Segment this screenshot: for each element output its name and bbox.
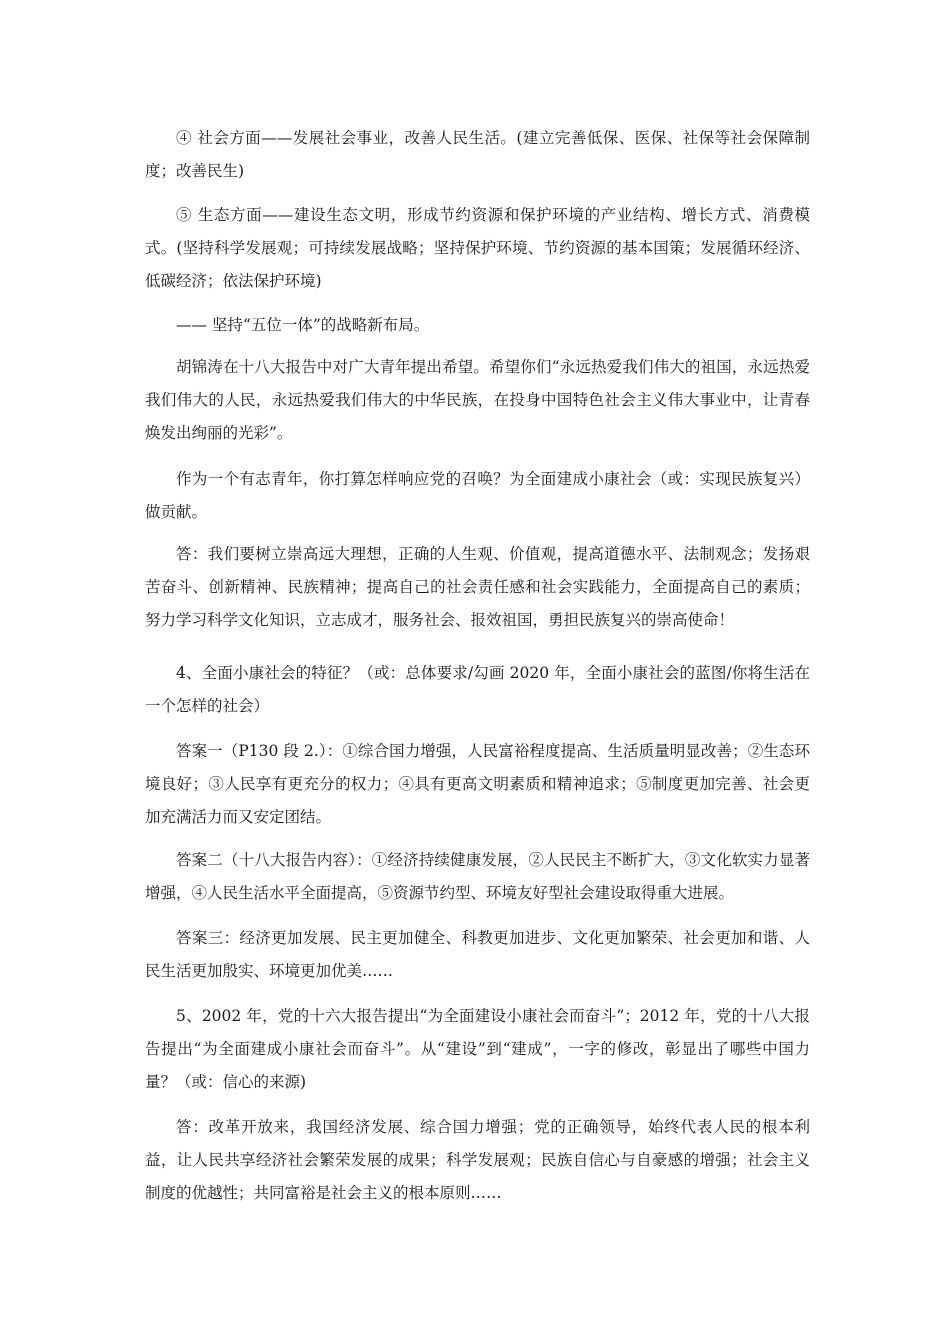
paragraph-answer-response: 答：我们要树立崇高远大理想，正确的人生观、价值观，提高道德水平、法制观念；发扬艰苦奋斗、创新精神、民族精神；提高自己的社会责任感和社会实践能力，全面提高自己的素质；努力学习科学文化知识，立志成才，服务社会、报效祖国，勇担民族复兴的崇高使命！ (145, 545, 810, 629)
paragraph-youth-hope: 胡锦涛在十八大报告中对广大青年提出希望。希望你们“永远热爱我们伟大的祖国，永远热爱我们伟大的人民，永远热爱我们伟大的中华民族，在投身中国特色社会主义伟大事业中，让青春焕发出绚丽的光彩”。 (145, 358, 810, 442)
paragraph-answer-three: 答案三：经济更加发展、民主更加健全、科教更加进步、文化更加繁荣、社会更加和谐、人民生活更加殷实、环境更加优美…… (145, 929, 810, 980)
paragraph-question-4: 4、全面小康社会的特征？（或：总体要求/勾画 2020 年，全面小康社会的蓝图/你将生活在一个怎样的社会） (145, 664, 810, 715)
paragraph-social: ④ 社会方面——发展社会事业，改善人民生活。(建立完善低保、医保、社保等社会保障制度；改善民生) (145, 129, 810, 180)
paragraph-five-in-one: —— 坚持“五位一体”的战略新布局。 (176, 316, 430, 334)
paragraph-answer-one: 答案一（P130 段 2.）：①综合国力增强，人民富裕程度提高、生活质量明显改善；②生态环境良好；③人民享有更充分的权力；④具有更高文明素质和精神追求；⑤制度更加完善、社会更加充满活力而又安定团结。 (145, 742, 810, 826)
paragraph-question-5: 5、2002 年，党的十六大报告提出“为全面建设小康社会而奋斗”；2012 年，党的十八大报告提出“为全面建成小康社会而奋斗”。从“建设”到“建成”，一字的修改，彰显出了哪些中国力量？（或：信心的来源) (145, 1007, 810, 1091)
paragraph-question-response: 作为一个有志青年，你打算怎样响应党的召唤？为全面建成小康社会（或：实现民族复兴）做贡献。 (145, 470, 810, 521)
paragraph-ecology: ⑤ 生态方面——建设生态文明，形成节约资源和保护环境的产业结构、增长方式、消费模式。(坚持科学发展观；可持续发展战略；坚持保护环境、节约资源的基本国策；发展循环经济、低碳经济；依法保护环境) (145, 206, 810, 290)
paragraph-answer-5: 答：改革开放来，我国经济发展、综合国力增强；党的正确领导，始终代表人民的根本利益，让人民共享经济社会繁荣发展的成果；科学发展观；民族自信心与自豪感的增强；社会主义制度的优越性；共同富裕是社会主义的根本原则…… (145, 1118, 810, 1202)
paragraph-answer-two: 答案二（十八大报告内容）：①经济持续健康发展，②人民民主不断扩大，③文化软实力显著增强，④人民生活水平全面提高，⑤资源节约型、环境友好型社会建设取得重大进展。 (145, 851, 810, 902)
